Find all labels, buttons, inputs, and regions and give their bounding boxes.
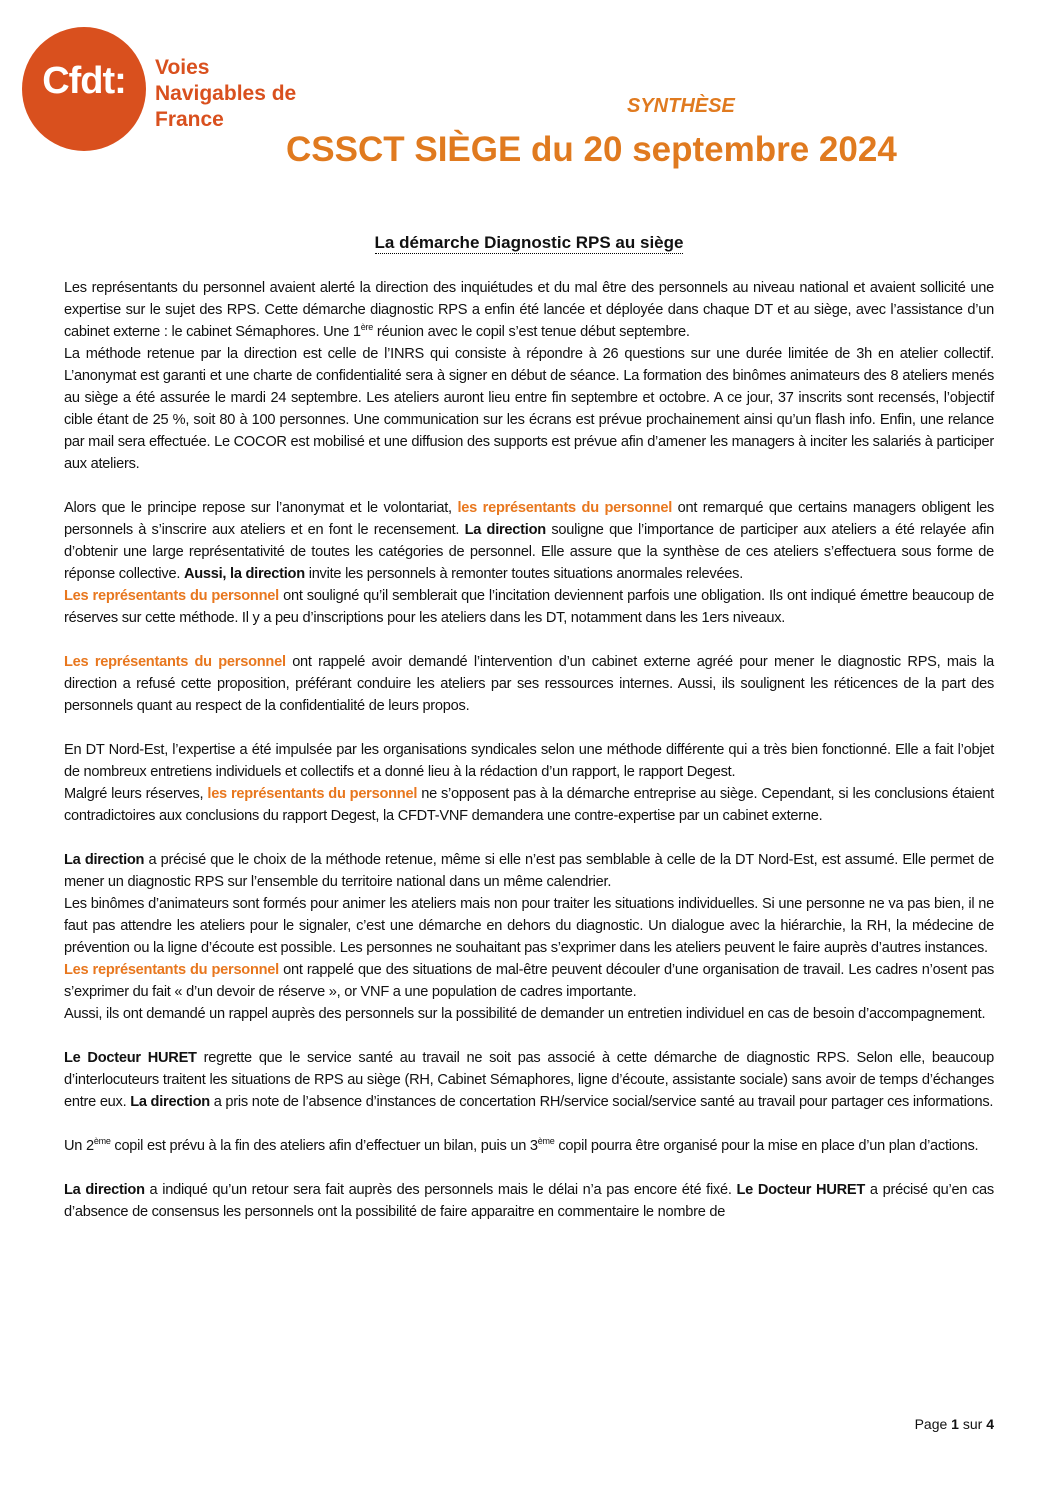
- paragraph: [64, 849, 994, 893]
- text-run: a pris note de l’absence d’instances de concertation RH/service social/service santé au travail pour partager ces informations.: [209, 1094, 994, 1110]
- text-run: ont rappelé avoir demandé l’intervention d’un cabinet externe agréé pour mener le diagnostic RPS, mais la direction a refusé cette proposition, préférant conduire les ateliers par ses ressources internes. Aussi, ils soulignent les réticences de la part des personnels quant au respect de la confidentialité de leurs propos.: [64, 654, 994, 714]
- paragraph: [64, 1135, 994, 1157]
- bold-speaker: Aussi, la direction: [183, 566, 305, 582]
- paragraph-block: [64, 1047, 994, 1113]
- org-line: Voies: [155, 56, 210, 79]
- text-run: ne s’opposent pas à la démarche entreprise au siège. Cependant, si les conclusions étaient contradictoires aux conclusions du rapport Degest, la CFDT-VNF demandera une contre-expertise par un cabinet externe.: [64, 786, 995, 824]
- org-line: France: [155, 108, 224, 131]
- text-run: ont rappelé que des situations de mal-être peuvent découler d’une organisation de travail. Les cadres n’osent pas s’exprimer du fait « d’un devoir de réserve », or VNF a une population de cadres importante.: [64, 962, 994, 1000]
- page-number: 1: [951, 1416, 959, 1432]
- text-run: Alors que le principe repose sur l’anonymat et le volontariat,: [64, 500, 458, 516]
- org-line: Navigables de: [155, 82, 297, 105]
- page-footer: [915, 1416, 994, 1432]
- highlighted-speaker: les représentants du personnel: [207, 786, 418, 802]
- text-run: ont remarqué que certains managers obligent les personnels à s’inscrire aux ateliers et en font le recensement.: [64, 500, 995, 538]
- paragraph: [64, 1179, 994, 1223]
- paragraph-block: [64, 497, 994, 629]
- text-run: Les binômes d’animateurs sont formés pour animer les ateliers mais non pour traiter les situations individuelles. Si une personne ne va pas bien, il ne faut pas attendre les ateliers pour le signaler, c’est une démarche en dehors du diagnostic. Un dialogue avec la hiérarchie, la RH, la médecine de prévention ou la ligne d’écoute est possible. Les personnes ne souhaitant pas s’exprimer dans les ateliers peuvent le faire auprès d’autres instances.: [64, 896, 994, 956]
- highlighted-speaker: Les représentants du personnel: [64, 962, 279, 978]
- text-run: Un 2: [64, 1138, 94, 1154]
- highlighted-speaker: les représentants du personnel: [457, 500, 672, 516]
- superscript: ère: [360, 322, 374, 333]
- paragraph: [64, 277, 994, 343]
- paragraph: [64, 585, 994, 629]
- text-run: En DT Nord-Est, l’expertise a été impulsée par les organisations syndicales selon une méthode différente qui a très bien fonctionné. Elle a fait l’objet de nombreux entretiens individuels et collectifs et a donné lieu à la rédaction d’un rapport, le rapport Degest.: [64, 742, 994, 780]
- paragraph: [64, 1003, 994, 1025]
- paragraph: [64, 783, 994, 827]
- document-body: [64, 277, 994, 1245]
- document-title: CSSCT SIÈGE du 20 septembre 2024: [286, 130, 897, 169]
- text-run: a précisé que le choix de la méthode retenue, même si elle n’est pas semblable à celle de la DT Nord-Est, est assumé. Elle permet de mener un diagnostic RPS sur l’ensemble du territoire national dans un même calendrier.: [64, 852, 995, 890]
- text-run: souligne que l’importance de participer aux ateliers a été relayée afin d’obtenir une large représentativité de toutes les catégories de personnel. Elle assure que la synthèse de ces ateliers s’effectuera sous forme de réponse collective.: [64, 522, 994, 582]
- paragraph-block: [64, 849, 994, 1025]
- text-run: a précisé qu’en cas d’absence de consensus les personnels ont la possibilité de faire apparaitre en commentaire le nombre de: [64, 1182, 994, 1220]
- paragraph: [64, 893, 994, 959]
- paragraph: [64, 651, 994, 717]
- superscript: ème: [93, 1136, 111, 1147]
- text-run: copil pourra être organisé pour la mise en place d’un plan d’actions.: [554, 1138, 979, 1154]
- paragraph: [64, 739, 994, 783]
- logo-text: Cfdt:: [42, 60, 126, 102]
- paragraph: [64, 1047, 994, 1113]
- paragraph: [64, 343, 994, 475]
- footer-middle: sur: [958, 1416, 987, 1432]
- paragraph-block: [64, 1135, 994, 1157]
- bold-speaker: La direction: [130, 1094, 210, 1110]
- bold-speaker: La direction: [464, 522, 546, 538]
- organization-name: [155, 55, 296, 133]
- footer-prefix: Page: [914, 1416, 952, 1432]
- paragraph: [64, 497, 994, 585]
- highlighted-speaker: Les représentants du personnel: [64, 588, 279, 604]
- text-run: invite les personnels à remonter toutes situations anormales relevées.: [304, 566, 744, 582]
- text-run: Malgré leurs réserves,: [64, 786, 208, 802]
- text-run: regrette que le service santé au travail ne soit pas associé à cette démarche de diagnostic RPS. Selon elle, beaucoup d’interlocuteurs traitent les situations de RPS au siège (RH, Cabinet Sémaphores, ligne d’écoute, assistante sociale) sans avoir de temps d’échanges entre eux.: [64, 1050, 994, 1110]
- text-run: a indiqué qu’un retour sera fait auprès des personnels mais le délai n’a pas encore été fixé.: [144, 1182, 737, 1198]
- page-total: 4: [986, 1416, 994, 1432]
- paragraph-block: [64, 277, 994, 475]
- bold-speaker: Le Docteur HURET: [64, 1050, 197, 1066]
- paragraph-block: [64, 651, 994, 717]
- section-title: La démarche Diagnostic RPS au siège: [374, 233, 684, 252]
- text-run: La méthode retenue par la direction est celle de l’INRS qui consiste à répondre à 26 questions sur une durée limitée de 3h en atelier collectif. L’anonymat est garanti et une charte de confidentialité sera à signer en début de séance. La formation des binômes animateurs des 8 ateliers menés au siège a été assurée le mardi 24 septembre. Les ateliers auront lieu entre fin septembre et octobre. A ce jour, 37 inscrits sont recensés, l’objectif cible étant de 25 %, soit 80 à 100 personnes. Une communication sur les écrans est prévue prochainement ainsi qu’un flash info. Enfin, une relance par mail sera effectuée. Le COCOR est mobilisé et une diffusion des supports est prévue afin d’amener les managers à inciter les salariés à participer aux ateliers.: [64, 346, 994, 472]
- highlighted-speaker: Les représentants du personnel: [64, 654, 286, 670]
- section-heading: [0, 233, 1058, 253]
- text-run: réunion avec le copil s’est tenue début septembre.: [373, 324, 690, 340]
- bold-speaker: Le Docteur HURET: [736, 1182, 866, 1198]
- document-kicker: SYNTHÈSE: [627, 95, 735, 117]
- text-run: Aussi, ils ont demandé un rappel auprès des personnels sur la possibilité de demander un entretien individuel en cas de besoin d’accompagnement.: [64, 1006, 986, 1022]
- text-run: ont souligné qu’il semblerait que l’incitation deviennent parfois une obligation. Ils ont indiqué émettre beaucoup de réserves sur cette méthode. Il y a peu d’inscriptions pour les ateliers dans les DT, notamment dans les 1ers niveaux.: [64, 588, 995, 626]
- bold-speaker: La direction: [64, 852, 145, 868]
- superscript: ème: [537, 1136, 555, 1147]
- text-run: Les représentants du personnel avaient alerté la direction des inquiétudes et du mal être des personnels au niveau national et avaient sollicité une expertise sur le sujet des RPS. Cette démarche diagnostic RPS a enfin été lancée et déployée dans chaque DT et au siège, avec l’assistance d’un cabinet externe : le cabinet Sémaphores. Une 1: [64, 280, 994, 340]
- paragraph-block: [64, 1179, 994, 1223]
- bold-speaker: La direction: [64, 1182, 145, 1198]
- text-run: copil est prévu à la fin des ateliers afin d’effectuer un bilan, puis un 3: [110, 1138, 538, 1154]
- paragraph: [64, 959, 994, 1003]
- paragraph-block: [64, 739, 994, 827]
